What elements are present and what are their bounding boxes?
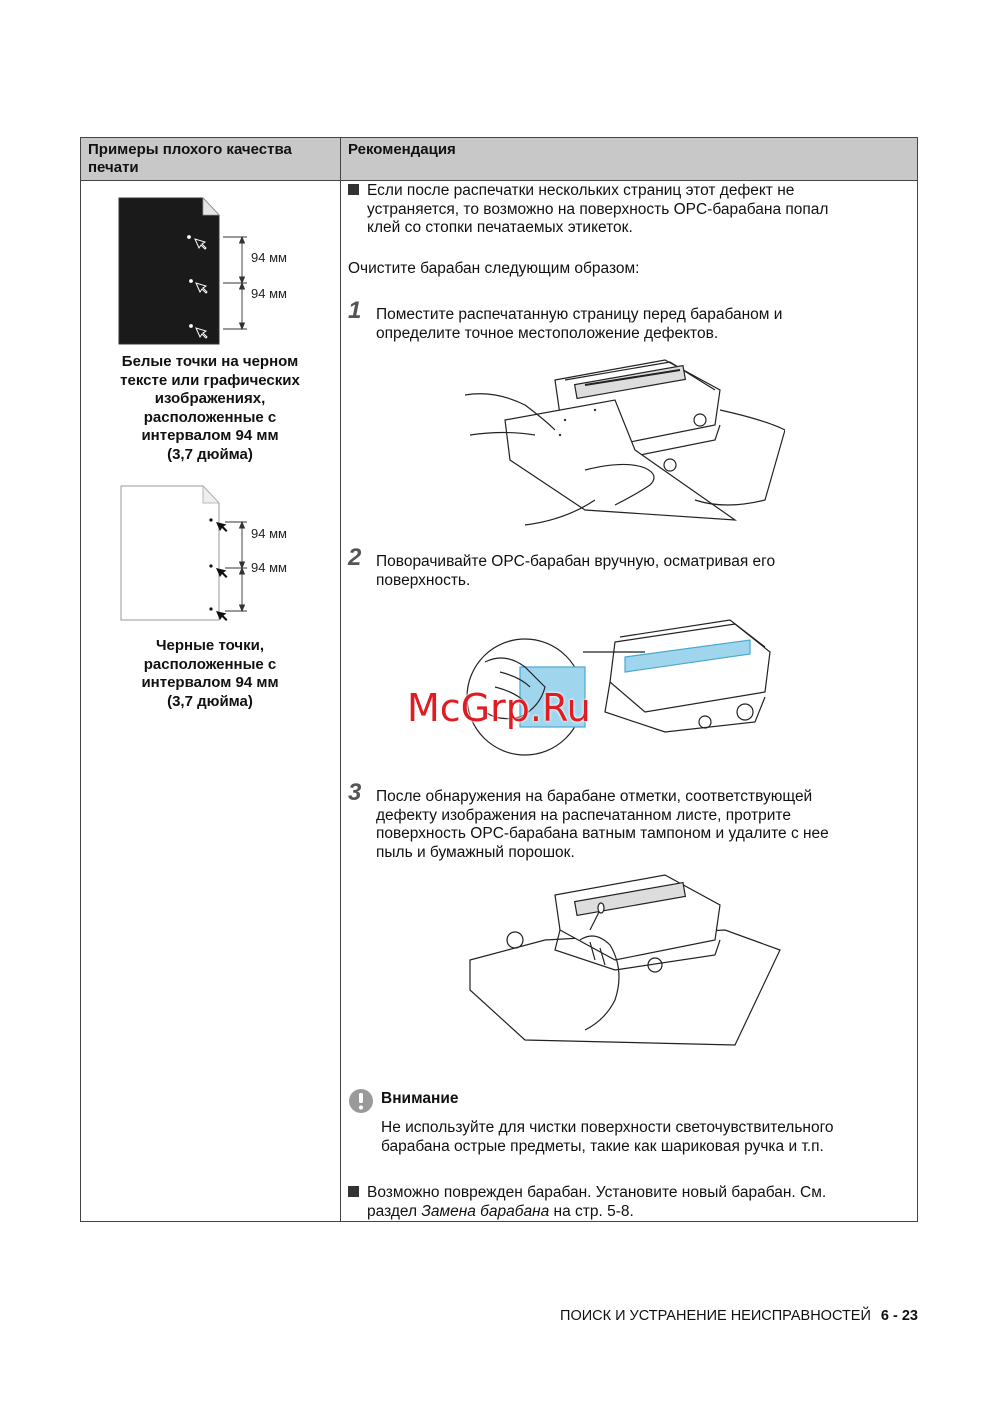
step-number: 1: [348, 297, 362, 324]
warning-icon: [348, 1088, 374, 1114]
interval-label: 94 мм: [251, 526, 287, 541]
bullet-square-icon: [348, 1186, 359, 1197]
caution-title: Внимание: [381, 1090, 459, 1107]
page-footer: [560, 1308, 918, 1324]
caution-text: Не используйте для чистки поверхности светочувствительного барабана острые предметы, такие как шариковая ручка и т.п.: [381, 1119, 834, 1155]
step-number: 3: [348, 779, 362, 806]
step-number: 2: [348, 544, 362, 571]
sample1-caption: Белые точки на черном тексте или графических изображениях, расположенные с интервалом 94 мм (3,7 дюйма): [120, 353, 300, 463]
bullet-paragraph-2: Возможно поврежден барабан. Установите новый барабан. См. раздел Замена барабана на стр. 5-8.: [348, 1184, 913, 1221]
sample-white-page-black-dots: [115, 483, 305, 623]
bullet-paragraph-1: Если после распечатки нескольких страниц этот дефект не устраняется, то возможно на поверхность OPC-барабана попал клей со стопки печатаемых этикеток.: [348, 182, 908, 238]
drum-replacement-link[interactable]: Замена барабана: [421, 1202, 550, 1220]
watermark: McGrp.Ru: [407, 686, 591, 730]
illustration-cleaning-drum-with-swab: [465, 870, 785, 1050]
column-divider: [340, 138, 341, 1221]
illustration-page-in-front-of-drum: [465, 350, 785, 530]
cleaning-intro: Очистите барабан следующим образом:: [348, 260, 640, 277]
sample-black-page-white-dots: [115, 195, 305, 350]
table-header: [81, 138, 917, 181]
col1-header: Примеры плохого качества печати: [88, 141, 292, 176]
page-number: 6 - 23: [880, 1308, 918, 1324]
interval-label: 94 мм: [251, 560, 287, 575]
step2-text: Поворачивайте OPC-барабан вручную, осматривая его поверхность.: [376, 553, 776, 589]
step1-text: Поместите распечатанную страницу перед барабаном и определите точное местоположение дефектов.: [376, 306, 783, 342]
interval-label: 94 мм: [251, 286, 287, 301]
interval-label: 94 мм: [251, 250, 287, 265]
step3-text: После обнаружения на барабане отметки, соответствующей дефекту изображения на распечатанном листе, протрите поверхность OPC-барабана ватным тампоном и удалите с нее пыль и бумажный порошок.: [376, 788, 829, 861]
footer-section: ПОИСК И УСТРАНЕНИЕ НЕИСПРАВНОСТЕЙ: [560, 1308, 871, 1324]
col2-header: Рекомендация: [348, 141, 456, 158]
bullet-square-icon: [348, 184, 359, 195]
sample2-caption: Черные точки, расположенные с интервалом 94 мм (3,7 дюйма): [141, 637, 279, 710]
